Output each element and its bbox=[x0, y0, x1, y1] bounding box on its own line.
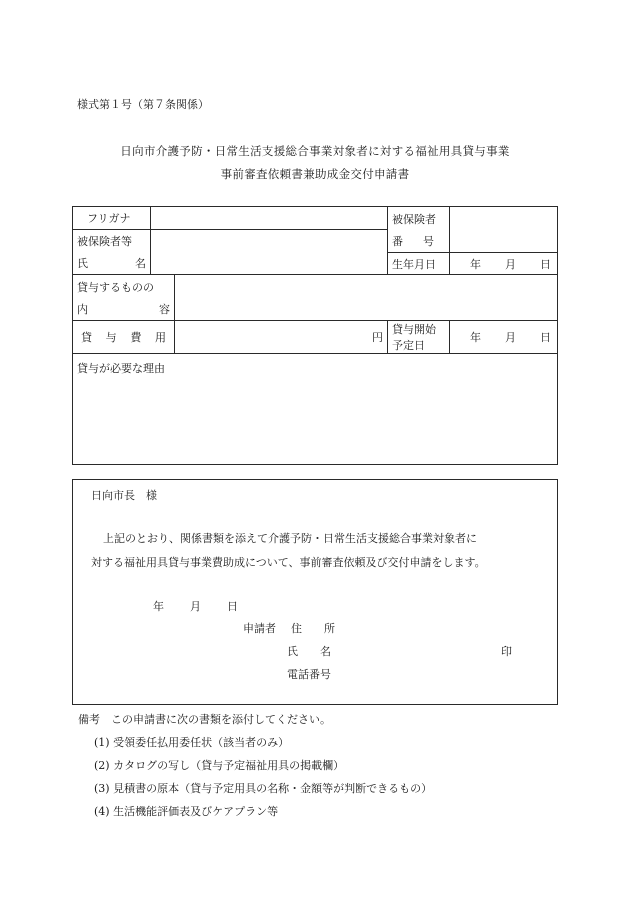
insured-number-field[interactable] bbox=[450, 207, 558, 253]
furigana-label: フリガナ bbox=[73, 207, 151, 230]
birthdate-label: 生年月日 bbox=[388, 253, 450, 275]
insured-name-label: 被保険者等 氏 名 bbox=[73, 230, 151, 275]
request-body-line-1: 上記のとおり、関係書類を添えて介護予防・日常生活支援総合事業対象者に bbox=[103, 532, 477, 545]
rental-start-label: 貸与開始予定日 bbox=[388, 321, 450, 354]
rental-cost-label: 貸 与 費 用 bbox=[73, 321, 175, 354]
addressee: 日向市長 様 bbox=[91, 489, 157, 502]
birthdate-field[interactable]: 年 月 日 bbox=[450, 253, 558, 275]
form-number: 様式第１号（第７条関係） bbox=[77, 98, 209, 111]
form-title-line-2: 事前審査依頼書兼助成金交付申請書 bbox=[220, 167, 410, 181]
rental-start-field[interactable]: 年 月 日 bbox=[450, 321, 558, 354]
note-item-2: (2) カタログの写し（貸与予定福祉用具の掲載欄） bbox=[94, 759, 345, 772]
insured-name-field[interactable] bbox=[151, 230, 388, 275]
rental-item-label: 貸与するものの 内 容 bbox=[73, 275, 175, 321]
application-table bbox=[72, 206, 558, 465]
form-title-line-1: 日向市介護予防・日常生活支援総合事業対象者に対する福祉用具貸与事業 bbox=[120, 144, 510, 158]
yen-unit: 円 bbox=[372, 331, 383, 344]
rental-item-field[interactable] bbox=[175, 275, 558, 321]
reason-label: 貸与が必要な理由 bbox=[77, 362, 165, 375]
rental-cost-field[interactable] bbox=[175, 321, 388, 354]
furigana-field[interactable] bbox=[151, 207, 388, 230]
applicant-address-row[interactable]: 申請者 住 所 bbox=[243, 622, 335, 635]
reason-field[interactable] bbox=[73, 354, 558, 465]
seal-mark: 印 bbox=[501, 645, 512, 658]
applicant-label: 申請者 bbox=[243, 622, 276, 635]
request-box bbox=[72, 479, 558, 705]
request-body-line-2: 対する福祉用具貸与事業費助成について、事前審査依頼及び交付申請をします。 bbox=[91, 556, 486, 569]
note-item-3: (3) 見積書の原本（貸与予定用具の名称・金額等が判断できるもの） bbox=[94, 782, 433, 795]
notes-heading: 備考 この申請書に次の書類を添付してください。 bbox=[78, 713, 331, 726]
note-item-1: (1) 受領委任払用委任状（該当者のみ） bbox=[94, 736, 290, 749]
request-date[interactable]: 年 月 日 bbox=[153, 600, 238, 613]
note-item-4: (4) 生活機能評価表及びケアプラン等 bbox=[94, 805, 279, 818]
applicant-name-row[interactable]: 氏 名 bbox=[287, 645, 331, 658]
insured-number-label: 被保険者 番 号 bbox=[388, 207, 450, 253]
applicant-phone-row[interactable]: 電話番号 bbox=[287, 668, 331, 681]
